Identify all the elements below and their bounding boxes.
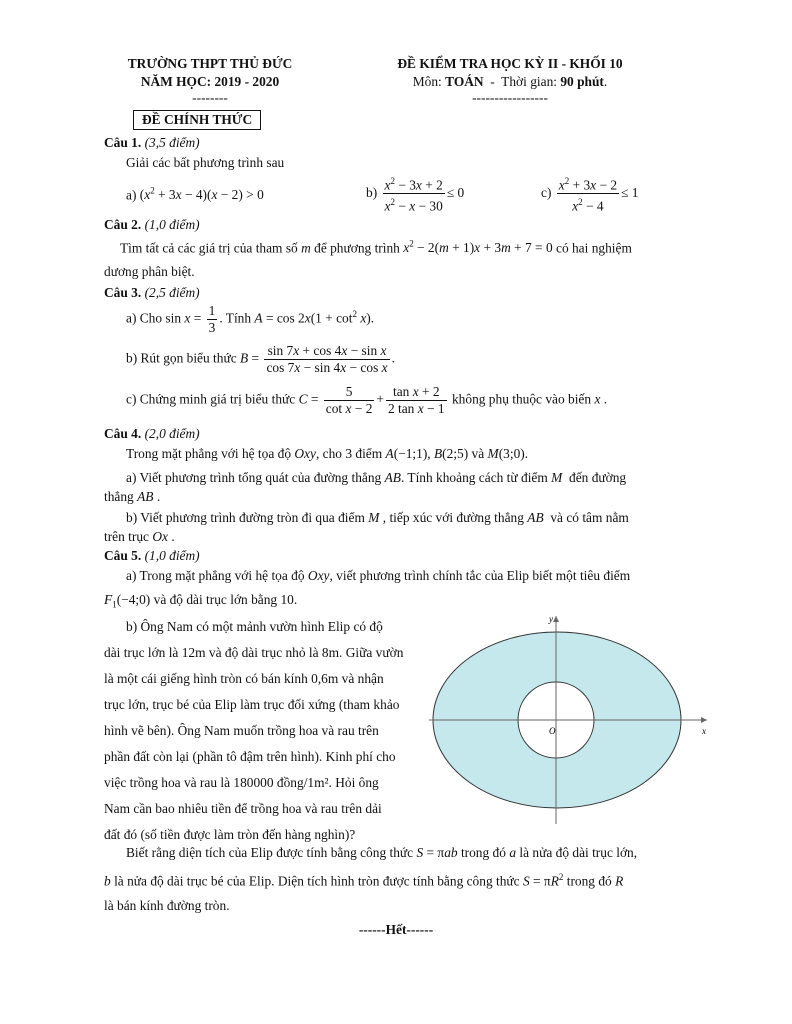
q5b-line: việc trồng hoa và rau là 180000 đồng/1m². Hỏi ông bbox=[104, 775, 379, 790]
q3-heading bbox=[104, 285, 200, 301]
school-year: NĂM HỌC: 2019 - 2020 bbox=[140, 74, 280, 89]
q4-part-a-line2: thẳng AB . bbox=[104, 489, 161, 504]
q4-heading bbox=[104, 426, 200, 442]
left-divider: -------- bbox=[192, 90, 228, 105]
q3b-fraction: $\frac{\text{sin 7x + cos 4x − sin x}}{\text{cos 7x − sin 4x − cos x}}$ bbox=[266, 343, 388, 375]
q2-text-line1: Tìm tất cả các giá trị của tham số m để phương trình $x^2 - 2(m + 1)x + 3m + 7 = 0$ có hai nghiệm bbox=[120, 239, 632, 256]
q5-part-b-paragraph bbox=[104, 614, 422, 848]
q1-heading bbox=[104, 135, 200, 151]
right-divider: ----------------- bbox=[472, 90, 548, 105]
subject-name: TOÁN bbox=[445, 74, 484, 89]
q3a-fraction: $\frac{1}{3}$ bbox=[208, 303, 216, 335]
q5-label: Câu 5. bbox=[104, 548, 142, 563]
q5-note-line3: là bán kính đường tròn. bbox=[104, 898, 230, 913]
q1b-fraction: $\frac{x^2 - 3x + 2}{x^2 - x - 30}$ bbox=[383, 173, 445, 215]
q5b-line: hình vẽ bên). Ông Nam muốn trồng hoa và rau trên bbox=[104, 723, 379, 738]
q1c-fraction: $\frac{x^2 + 3x - 2}{x^2 - 4}$ bbox=[557, 173, 619, 215]
school-name: TRƯỜNG THPT THỦ ĐỨC bbox=[127, 56, 293, 71]
q1-points: (3,5 điểm) bbox=[144, 135, 200, 150]
q2-equation: $x^2 - 2(m + 1)x + 3m + 7 = 0$ bbox=[403, 239, 553, 256]
q5-points: (1,0 điểm) bbox=[144, 548, 200, 563]
q5-note-line1: Biết rằng diện tích của Elip được tính bằng công thức S = πab trong đó a là nửa độ dài trục lớn, bbox=[126, 845, 638, 860]
x-axis-label: x bbox=[702, 726, 706, 736]
q3c-fraction-1: $\frac{5}{\text{cot x − 2}}$ bbox=[325, 384, 373, 416]
q3-label: Câu 3. bbox=[104, 285, 142, 300]
official-exam-stamp: ĐỀ CHÍNH THỨC bbox=[133, 110, 261, 130]
q4-intro: Trong mặt phẳng với hệ tọa độ Oxy, cho 3 điểm A(−1;1), B(2;5) và M(3;0). bbox=[126, 446, 529, 461]
q3-part-a: a) Cho sin x = $\frac{1}{3}$ . Tính $A = \cos 2x(1 + \cot^2 x)$. bbox=[126, 303, 375, 335]
q5b-line: Nam cần bao nhiêu tiền để trồng hoa và rau trên dải bbox=[104, 801, 382, 816]
q5-part-a-line1: a) Trong mặt phẳng với hệ tọa độ Oxy, viết phương trình chính tắc của Elip biết một tiêu điểm bbox=[126, 568, 631, 583]
q5b-line: b) Ông Nam có một mảnh vườn hình Elip có độ bbox=[126, 619, 383, 634]
q2-heading bbox=[104, 217, 200, 233]
q1-part-c: c) $\frac{x^2 + 3x - 2}{x^2 - 4}$ ≤ 1 bbox=[541, 173, 638, 215]
q2-text-line2: dương phân biệt. bbox=[104, 264, 195, 279]
q5b-line: đất đó (số tiền được làm tròn đến hàng nghìn)? bbox=[104, 827, 356, 842]
x-axis-arrow-icon bbox=[701, 717, 707, 723]
q2-points: (1,0 điểm) bbox=[144, 217, 200, 232]
q3-part-b: b) Rút gọn biểu thức B = $\frac{\text{sin 7x + cos 4x − sin x}}{\text{cos 7x − sin 4x − cos x}}$ . bbox=[126, 343, 395, 375]
q5-part-a-line2: $F_1(-4;0)$ và độ dài trục lớn bằng 10. bbox=[104, 592, 298, 610]
q3c-fraction-2: $\frac{\text{tan x + 2}}{\text{2 tan x − 1}}$ bbox=[387, 384, 445, 416]
exam-duration: 90 phút bbox=[560, 74, 604, 89]
exam-subject-line: Môn: TOÁN - Thời gian: 90 phút. bbox=[412, 74, 608, 89]
q4-part-a-line1: a) Viết phương trình tổng quát của đường thẳng AB. Tính khoảng cách từ điểm M đến đường bbox=[126, 470, 627, 485]
q4-part-b-line1: b) Viết phương trình đường tròn đi qua điểm M , tiếp xúc với đường thẳng AB và có tâm nằm bbox=[126, 510, 629, 525]
y-axis-label: y bbox=[549, 614, 553, 624]
q5b-line: phần đất còn lại (phần tô đậm trên hình). Kinh phí cho bbox=[104, 749, 396, 764]
q4-points: (2,0 điểm) bbox=[144, 426, 200, 441]
q5b-line: trục lớn, trục bé của Elip làm trục đối xứng (tham khảo bbox=[104, 697, 400, 712]
q4-label: Câu 4. bbox=[104, 426, 142, 441]
q4-part-b-line2: trên trục Ox . bbox=[104, 529, 175, 544]
y-axis-arrow-icon bbox=[553, 616, 559, 622]
q5b-line: dài trục lớn là 12m và độ dài trục nhỏ là 8m. Giữa vườn bbox=[104, 645, 404, 660]
q5b-line: là một cái giếng hình tròn có bán kính 0,6m và nhận bbox=[104, 671, 384, 686]
q1-label: Câu 1. bbox=[104, 135, 142, 150]
q5-heading bbox=[104, 548, 200, 564]
q3-part-c: c) Chứng minh giá trị biểu thức C = $\frac{5}{\text{cot x − 2}}$ + $\frac{\text{tan x + 2}}{\text{2 tan x − 1}}$ không phụ thuộc vào biến x . bbox=[126, 384, 608, 416]
ellipse-garden-figure bbox=[425, 610, 715, 830]
q1-part-a: a) $(x^2 + 3x - 4)(x - 2) > 0$ bbox=[126, 186, 264, 203]
end-of-exam: ------Hết------ bbox=[358, 922, 434, 937]
q2-label: Câu 2. bbox=[104, 217, 142, 232]
origin-label: O bbox=[549, 726, 556, 736]
q3-points: (2,5 điểm) bbox=[144, 285, 200, 300]
q5-note-line2: b là nửa độ dài trục bé của Elip. Diện tích hình tròn được tính bằng công thức $S = \pi R^2$ trong đó R bbox=[104, 872, 624, 889]
q1a-inequality: $(x^2 + 3x - 4)(x - 2) > 0$ bbox=[139, 186, 264, 203]
q1-part-b: b) $\frac{x^2 - 3x + 2}{x^2 - x - 30}$ ≤ 0 bbox=[366, 173, 464, 215]
q1-instruction: Giải các bất phương trình sau bbox=[126, 155, 285, 170]
exam-title: ĐỀ KIỂM TRA HỌC KỲ II - KHỐI 10 bbox=[397, 56, 623, 71]
